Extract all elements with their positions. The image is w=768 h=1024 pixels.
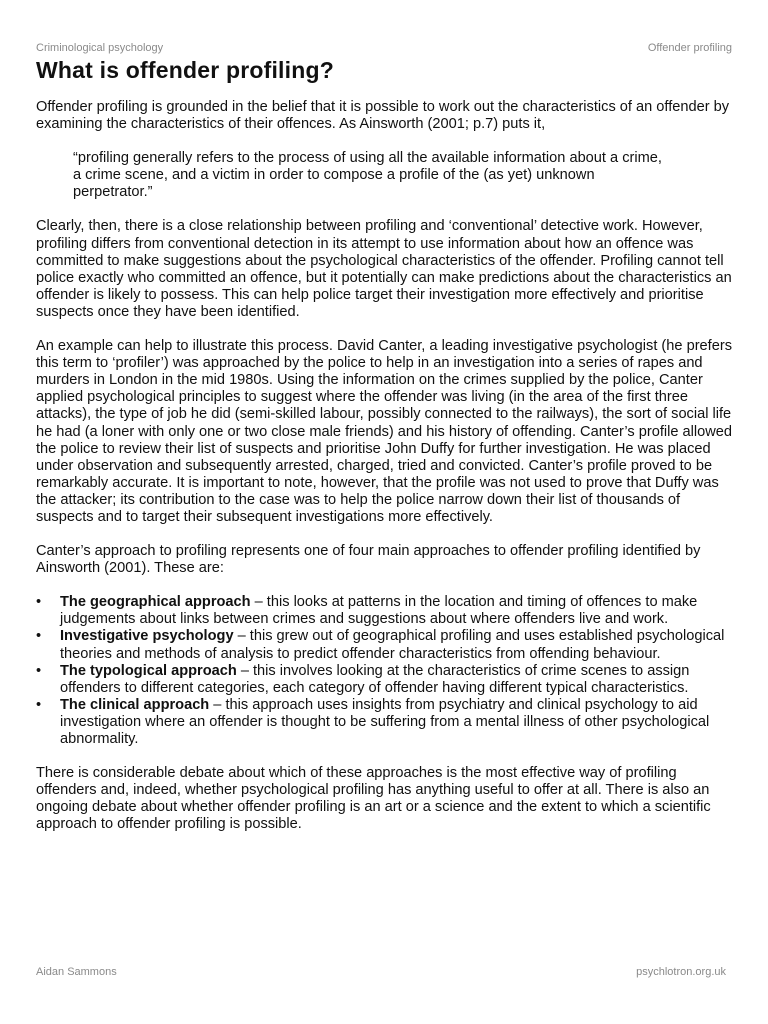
approach-name: The typological approach — [60, 662, 237, 679]
list-item — [36, 628, 736, 662]
approach-description: – this looks at patterns in the location and timing of offences to make judgements about links between crimes and suggestions about where offenders live and work. — [60, 594, 698, 628]
canter-example-paragraph: An example can help to illustrate this process. David Canter, a leading investigative psychologist (he prefers this term to ‘profiler’) was approached by the police to help in an investigation into a series of rapes and murders in London in the mid 1980s. Using the information on the crimes supplied by the police, Canter applied psychological principles to suggest where the offender was living (in the area of the first three attacks), the type of job he did (semi-skilled labour, possibly connected to the railways), the sort of social life he had (a loner with only one or two close male friends) and his history of offending. Canter’s profile allowed the police to review their list of suspects and prioritise John Duffy for further investigation. He was placed under observation and subsequently arrested, charged, tried and convicted. Canter’s profile proved to be remarkably accurate. It is important to note, however, that the profile was not used to prove that Duffy was the attacker; its contribution to the case was to help the police narrow down their list of thousands of suspects and to target their subsequent investigations more effectively. — [36, 338, 733, 525]
bullet-marker: • — [36, 696, 42, 713]
debate-paragraph: There is considerable debate about which of these approaches is the most effective way of profiling offenders and, indeed, whether psychological profiling has anything useful to offer at all. There is also an ongoing debate about whether offender profiling is an art or a science and the extent to which a scientific approach to offender profiling is possible. — [36, 765, 711, 833]
approach-description: – this approach uses insights from psychiatry and clinical psychology to aid investigation where an offender is thought to be suffering from a mental illness of other psychological abnormality. — [60, 696, 710, 747]
ainsworth-quote: “profiling generally refers to the process of using all the available information about a crime, a crime scene, and a victim in order to compose a profile of the (as yet) unknown perpetrator.” — [73, 150, 662, 201]
footer-website: psychlotron.org.uk — [636, 966, 726, 978]
approach-name: Investigative psychology — [60, 628, 234, 645]
bullet-marker: • — [36, 628, 42, 645]
approach-description: – this involves looking at the characteristics of crime scenes to assign offenders to different categories, each category of offender having different typical characteristics. — [60, 662, 690, 696]
bullet-marker: • — [36, 594, 42, 611]
header-section-label: Criminological psychology — [36, 42, 164, 54]
list-item — [36, 663, 736, 697]
approach-name: The geographical approach — [60, 594, 251, 611]
approach-name: The clinical approach — [60, 696, 210, 713]
bullet-marker: • — [36, 662, 42, 679]
intro-paragraph: Offender profiling is grounded in the belief that it is possible to work out the characteristics of an offender by examining the characteristics of their offences. As Ainsworth (2001; p.7) puts it, — [36, 99, 730, 133]
approaches-intro-paragraph: Canter’s approach to profiling represents one of four main approaches to offender profiling identified by Ainsworth (2001). These are: — [36, 543, 701, 577]
approach-description: – this grew out of geographical profiling and uses established psychological theories and methods of analysis to predict offender characteristics from offending behaviour. — [60, 628, 725, 662]
list-item — [36, 697, 736, 748]
list-item — [36, 594, 736, 628]
footer-author: Aidan Sammons — [36, 966, 117, 978]
page-title: What is offender profiling? — [36, 57, 334, 83]
approaches-list — [36, 594, 736, 748]
detective-work-paragraph: Clearly, then, there is a close relationship between profiling and ‘conventional’ detective work. However, profiling differs from conventional detection in its attempt to use information about how an offence was committed to make suggestions about the psychological characteristics of the offender. Profiling cannot tell police exactly who committed an offence, but it potentially can make predictions about the characteristics an offender is likely to possess. This can help police target their investigation more effectively and prioritise suspects once they have been identified. — [36, 218, 732, 320]
document-body — [36, 99, 736, 850]
header-topic-label: Offender profiling — [647, 42, 732, 54]
